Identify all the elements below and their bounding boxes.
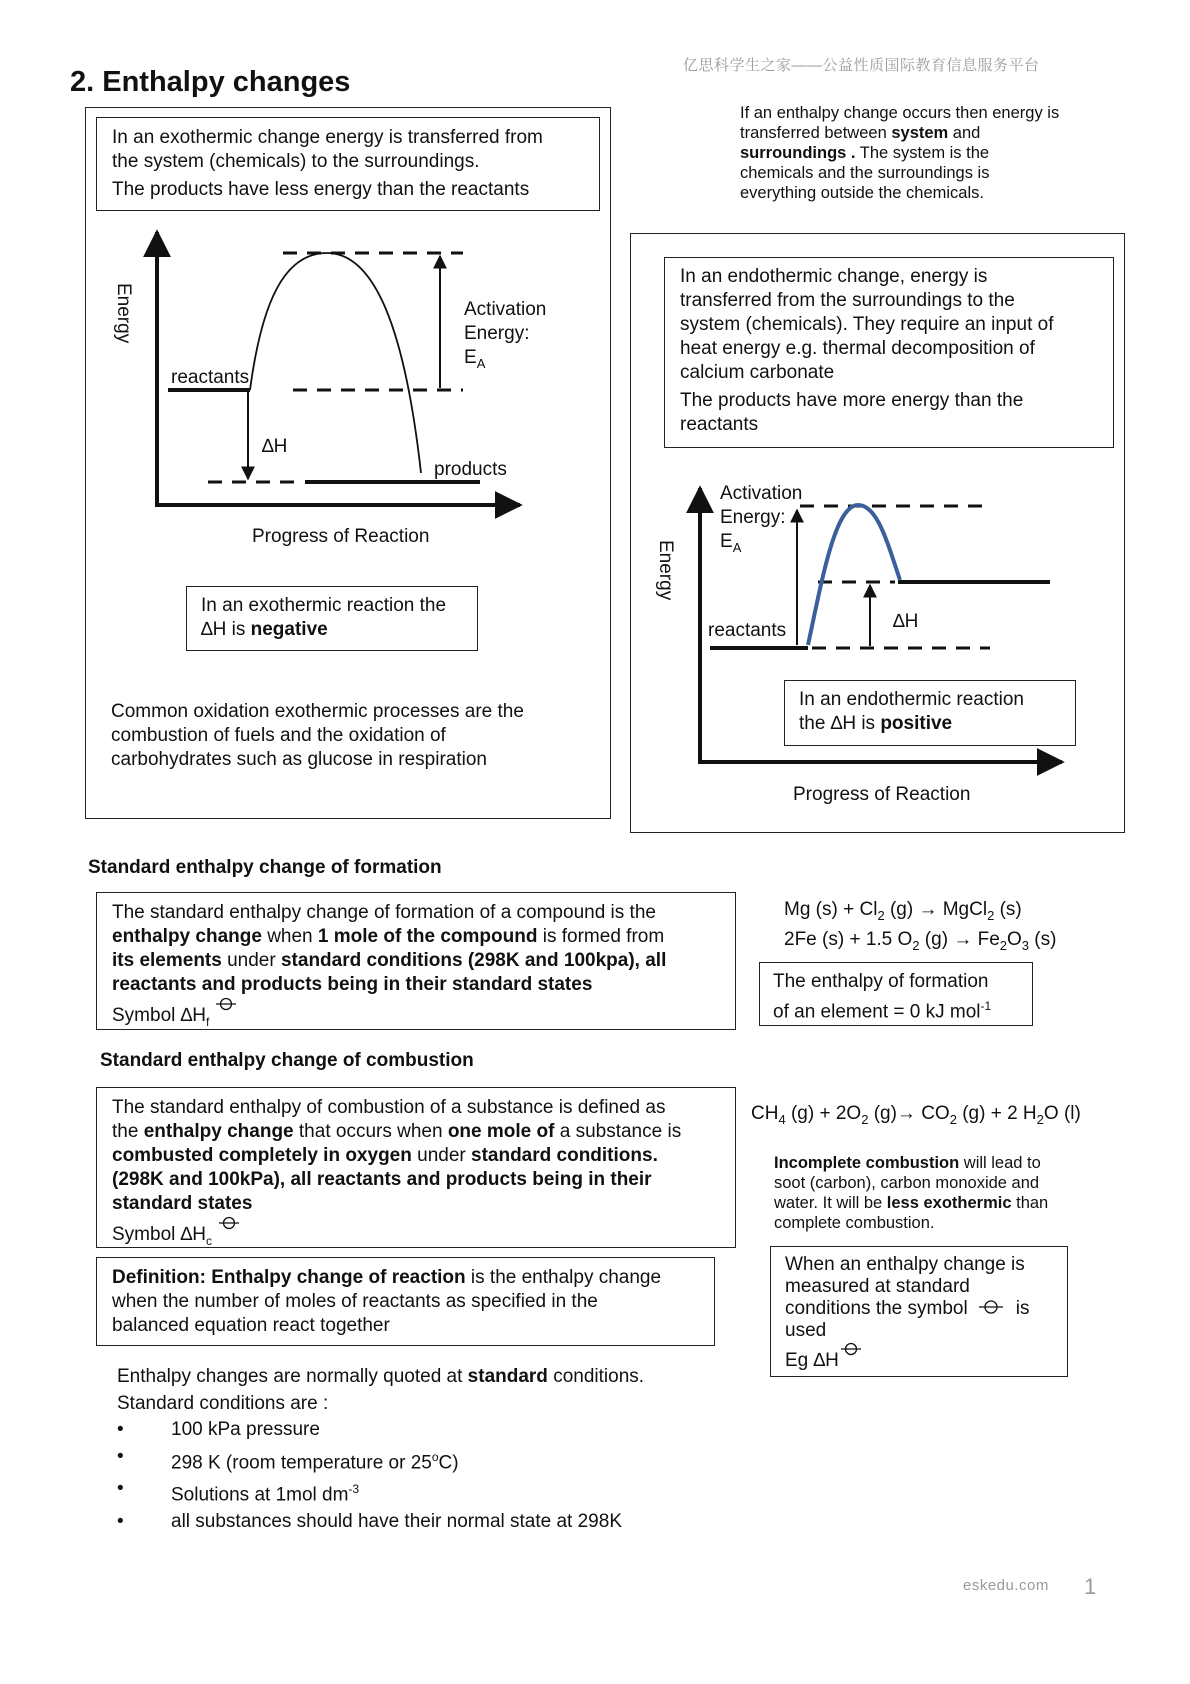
exo-delta-h-label: ∆H: [262, 436, 288, 457]
exothermic-intro-line: the system (chemicals) to the surroundings.: [112, 151, 480, 172]
endo-reactants-label: reactants: [708, 620, 787, 641]
conditions-intro-2: Standard conditions are :: [117, 1392, 329, 1414]
incomplete-line: Incomplete combustion will lead to: [774, 1154, 1041, 1172]
standard-symbol-line: measured at standard: [785, 1276, 970, 1297]
system-note-line: If an enthalpy change occurs then energy is: [740, 104, 1060, 122]
formation-heading: Standard enthalpy change of formation: [88, 857, 442, 878]
endo-intro-line: calcium carbonate: [680, 362, 835, 383]
page-title: 2. Enthalpy changes: [70, 66, 351, 98]
exothermic-intro-line: In an exothermic change energy is transferred from: [112, 127, 543, 148]
standard-symbol-box: [770, 1246, 1068, 1377]
endo-intro-line: system (chemicals). They require an input of: [680, 314, 1054, 335]
formation-equation-fe: 2Fe (s) + 1.5 $O_2$ $(g) \to Fe_2O_3$ (s): [784, 928, 1057, 953]
endo-delta-h-label: ∆H: [893, 611, 919, 632]
exo-energy-axis-label: Energy: [113, 283, 134, 344]
endo-progress-axis-label: Progress of Reaction: [793, 784, 971, 805]
reaction-definition-box: [96, 1257, 715, 1346]
reaction-line: Definition: Enthalpy change of reaction is the enthalpy change: [112, 1267, 662, 1288]
system-note-line: transferred between system and: [740, 124, 981, 142]
exo-progress-axis-label: Progress of Reaction: [252, 526, 430, 547]
oxidation-line: Common oxidation exothermic processes are the: [111, 701, 524, 722]
incomplete-line: soot (carbon), carbon monoxide and: [774, 1174, 1040, 1192]
combustion-line: the enthalpy change that occurs when one mole of a substance is: [112, 1121, 682, 1142]
combustion-symbol-line: Symbol $\Delta H_c$: [112, 1216, 727, 1253]
standard-symbol-line: When an enthalpy change is: [785, 1254, 1025, 1275]
conditions-list: [117, 1417, 737, 1536]
endo-intro-line: heat energy e.g. thermal decomposition of: [680, 338, 1035, 359]
conditions-item: • Solutions at 1mol $dm^{-3}$: [117, 1476, 737, 1509]
combustion-definition-box: [96, 1087, 736, 1248]
reaction-line: balanced equation react together: [112, 1315, 390, 1336]
formation-definition-box: [96, 892, 736, 1030]
exo-reactants-label: reactants: [171, 367, 250, 388]
formation-line: The standard enthalpy change of formation of a compound is the: [112, 902, 656, 923]
standard-symbol-line: conditions the symbol is: [785, 1298, 1030, 1319]
endo-intro-line: transferred from the surroundings to the: [680, 290, 1015, 311]
oxidation-line: combustion of fuels and the oxidation of: [111, 725, 446, 746]
page-number: 1: [1084, 1574, 1097, 1599]
conditions-item: • 298 K (room temperature or 25$^o$C): [117, 1444, 737, 1477]
endo-ea-label: $E_A$: [720, 531, 742, 555]
element-formation-line: The enthalpy of formation: [773, 971, 989, 992]
endo-dh-note-line: the ∆H is positive: [799, 713, 953, 734]
reaction-line: when the number of moles of reactants as specified in the: [112, 1291, 598, 1312]
formation-line: reactants and products being in their standard states: [112, 974, 593, 995]
endo-activation-label: Activation: [720, 483, 803, 504]
combustion-heading: Standard enthalpy change of combustion: [100, 1050, 474, 1071]
exo-dh-note-line: In an exothermic reaction the: [201, 595, 447, 616]
system-note-line: everything outside the chemicals.: [740, 184, 984, 202]
combustion-line: The standard enthalpy of combustion of a substance is defined as: [112, 1097, 666, 1118]
combustion-equation: $CH_4$ $(g) + 2O_2$ $(g)\to CO_2$ (g) + 2 $H_2O$ (l): [751, 1103, 1081, 1127]
footer-site: eskedu.com: [963, 1577, 1049, 1594]
system-note-line: surroundings . The system is the: [740, 144, 990, 162]
incomplete-combustion-note: [774, 1153, 1104, 1233]
standard-state-icon: [978, 1300, 1004, 1314]
standard-symbol-line: used: [785, 1320, 827, 1341]
formation-symbol-line: Symbol $\Delta H_f$: [112, 997, 727, 1034]
conditions-item: • 100 kPa pressure: [117, 1417, 737, 1444]
formation-line: enthalpy change when 1 mole of the compound is formed from: [112, 926, 665, 947]
incomplete-line: water. It will be less exothermic than: [774, 1194, 1049, 1212]
endo-activation-energy-label: Energy:: [720, 507, 786, 528]
system-note-line: chemicals and the surroundings is: [740, 164, 990, 182]
oxidation-line: carbohydrates such as glucose in respiration: [111, 749, 487, 770]
combustion-line: combusted completely in oxygen under standard conditions.: [112, 1145, 658, 1166]
endo-reaction-curve: [808, 505, 900, 645]
exothermic-intro-line: The products have less energy than the reactants: [112, 179, 530, 200]
exo-activation-energy-label: Energy:: [464, 323, 530, 344]
endo-intro-line: In an endothermic change, energy is: [680, 266, 988, 287]
exo-ea-label: $E_A$: [464, 347, 486, 371]
combustion-line: (298K and 100kPa), all reactants and products being in their: [112, 1169, 652, 1190]
combustion-line: standard states: [112, 1193, 253, 1214]
conditions-item: • all substances should have their normal state at 298K: [117, 1509, 737, 1536]
endo-intro-line: The products have more energy than the: [680, 390, 1024, 411]
formation-equations: [784, 898, 1056, 958]
endo-energy-axis-label: Energy: [655, 540, 676, 601]
endothermic-dh-note: [784, 680, 1076, 746]
element-formation-box: [759, 962, 1033, 1026]
exo-products-label: products: [434, 459, 507, 480]
formation-equation-mg: Mg $(s) + Cl_2$ (g) → MgCl$_2$ (s): [784, 899, 1022, 923]
incomplete-line: complete combustion.: [774, 1214, 935, 1232]
standard-state-icon: [218, 1216, 240, 1230]
exo-dh-note-line: ∆H is negative: [201, 619, 328, 640]
endo-dh-note-line: In an endothermic reaction: [799, 689, 1024, 710]
standard-state-icon: [215, 997, 237, 1011]
element-formation-line: of an element = 0 kJ mol$^{-1}$: [773, 999, 992, 1023]
standard-state-icon: [840, 1342, 862, 1356]
exo-activation-label: Activation: [464, 299, 547, 320]
endo-intro-line: reactants: [680, 414, 759, 435]
standard-symbol-eg: Eg ∆H: [785, 1342, 1060, 1372]
formation-line: its elements under standard conditions (298K and 100kpa), all: [112, 950, 667, 971]
site-header-cn: 亿思科学生之家——公益性质国际教育信息服务平台: [683, 57, 1040, 74]
standard-conditions: [117, 1364, 737, 1536]
conditions-intro: Enthalpy changes are normally quoted at standard conditions.: [117, 1366, 645, 1387]
